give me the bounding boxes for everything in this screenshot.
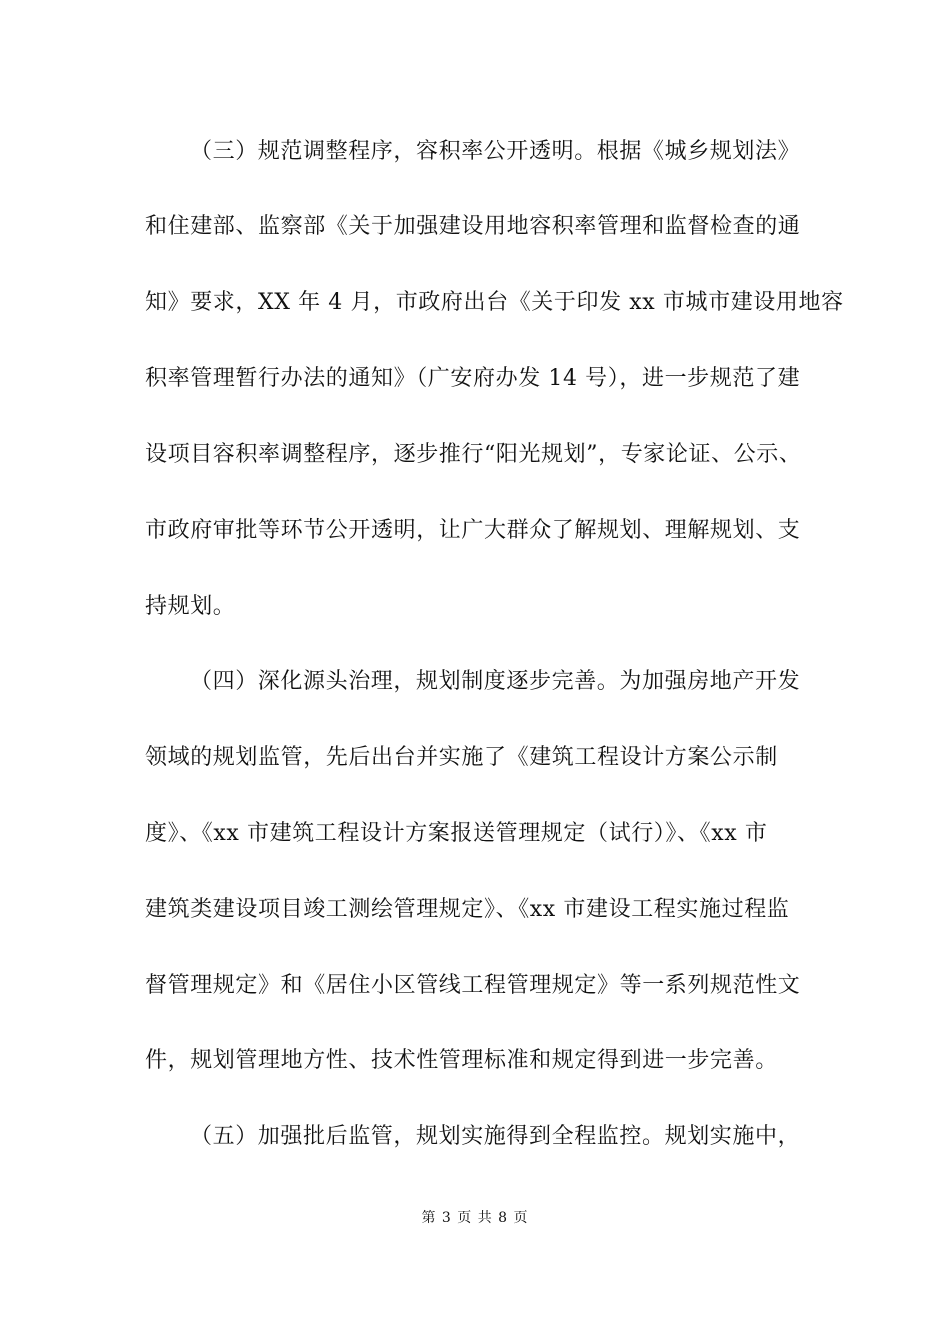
text-line: 领域的规划监管，先后出台并实施了《建筑工程设计方案公示制 (145, 745, 778, 770)
paragraph-4-heading-line: （四）深化源头治理，规划制度逐步完善。为加强房地产开发 (190, 669, 801, 694)
text-line: 督管理规定》和《居住小区管线工程管理规定》等一系列规范性文 (145, 973, 801, 998)
text-line: 建筑类建设项目竣工测绘管理规定》、《xx 市建设工程实施过程监 (145, 897, 790, 922)
text-line: 件，规划管理地方性、技术性管理标准和规定得到进一步完善。 (145, 1048, 778, 1073)
text-line: 市政府审批等环节公开透明，让广大群众了解规划、理解规划、支 (145, 518, 801, 543)
text-line: 知》要求，XX 年 4 月，市政府出台《关于印发 xx 市城市建设用地容 (145, 290, 844, 315)
text-line: 设项目容积率调整程序，逐步推行“阳光规划”，专家论证、公示、 (145, 442, 802, 467)
text-line: 积率管理暂行办法的通知》（广安府办发 14 号），进一步规范了建 (145, 366, 801, 391)
text-line: 和住建部、监察部《关于加强建设用地容积率管理和监督检查的通 (145, 214, 801, 239)
paragraph-3-heading-line: （三）规范调整程序，容积率公开透明。根据《城乡规划法》 (190, 139, 801, 164)
page-number-footer: 第 3 页 共 8 页 (421, 1210, 529, 1226)
text-line: 持规划。 (145, 594, 236, 619)
text-line: 度》、《xx 市建筑工程设计方案报送管理规定（试行）》、《xx 市 (145, 821, 768, 846)
paragraph-5-heading-line: （五）加强批后监管，规划实施得到全程监控。规划实施中， (190, 1124, 801, 1149)
